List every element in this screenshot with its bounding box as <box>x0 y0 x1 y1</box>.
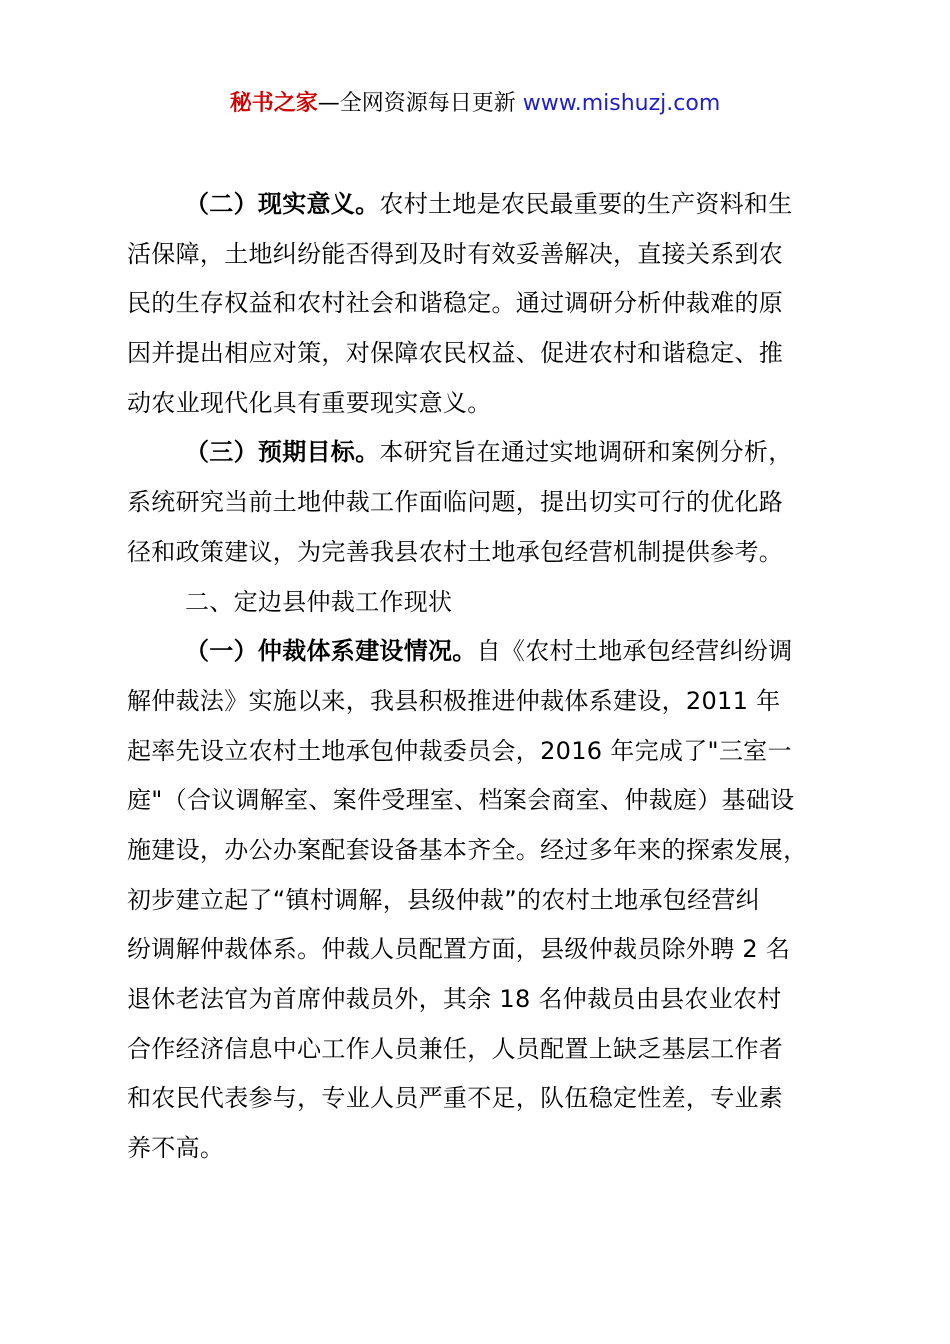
paragraph-line: 解仲裁法》实施以来，我县积极推进仲裁体系建设，2011 年 <box>127 686 781 715</box>
paragraph-line: 动农业现代化具有重要现实意义。 <box>127 388 492 417</box>
paragraph-line: 径和政策建议，为完善我县农村土地承包经营机制提供参考。 <box>127 537 784 566</box>
paragraph-line: 庭"（合议调解室、案件受理室、档案会商室、仲裁庭）基础设 <box>127 786 795 815</box>
site-url-link[interactable]: www.mishuzj.com <box>522 91 721 116</box>
paragraph-line <box>127 428 837 478</box>
chapter-title: 二、定边县仲裁工作现状 <box>185 587 453 616</box>
paragraph-text: 本研究旨在通过实地调研和案例分析， <box>379 438 793 467</box>
paragraph-line: 施建设，办公办案配套设备基本齐全。经过多年来的探索发展， <box>127 835 808 864</box>
site-header <box>0 88 950 120</box>
document-body <box>127 180 837 1174</box>
paragraph-line: 退休老法官为首席仲裁员外，其余 18 名仲裁员由县农业农村 <box>127 985 782 1013</box>
paragraph-line: 养不高。 <box>127 1134 225 1163</box>
paragraph-text: 农村土地是农民最重要的生产资料和生 <box>379 190 793 218</box>
paragraph-line: 系统研究当前土地仲裁工作面临问题，提出切实可行的优化路 <box>127 488 784 517</box>
paragraph-line: 和农民代表参与，专业人员严重不足，队伍稳定性差，专业素 <box>127 1084 784 1113</box>
brand-name: 秘书之家 <box>229 91 318 116</box>
section-heading: （二）现实意义。 <box>185 190 380 218</box>
paragraph-line: 民的生存权益和农村社会和谐稳定。通过调研分析仲裁难的原 <box>127 289 784 318</box>
header-tagline: —全网资源每日更新 <box>317 91 523 116</box>
section-heading: （三）预期目标。 <box>185 438 380 467</box>
section-heading: （一）仲裁体系建设情况。 <box>185 637 477 666</box>
paragraph-text: 自《农村土地承包经营纠纷调 <box>476 637 793 666</box>
paragraph-line: 因并提出相应对策，对保障农民权益、促进农村和谐稳定、推 <box>127 339 784 368</box>
paragraph-line: 合作经济信息中心工作人员兼任，人员配置上缺乏基层工作者 <box>127 1034 784 1063</box>
paragraph-line: 起率先设立农村土地承包仲裁委员会，2016 年完成了"三室一 <box>127 736 792 765</box>
paragraph-line: 纷调解仲裁体系。仲裁人员配置方面，县级仲裁员除外聘 2 名 <box>127 935 791 964</box>
paragraph-line: 初步建立起了“镇村调解，县级仲裁”的农村土地承包经营纠 <box>127 885 760 914</box>
paragraph-line <box>127 180 837 230</box>
paragraph-line: 活保障，土地纠纷能否得到及时有效妥善解决，直接关系到农 <box>127 239 784 268</box>
paragraph-line <box>127 627 837 677</box>
